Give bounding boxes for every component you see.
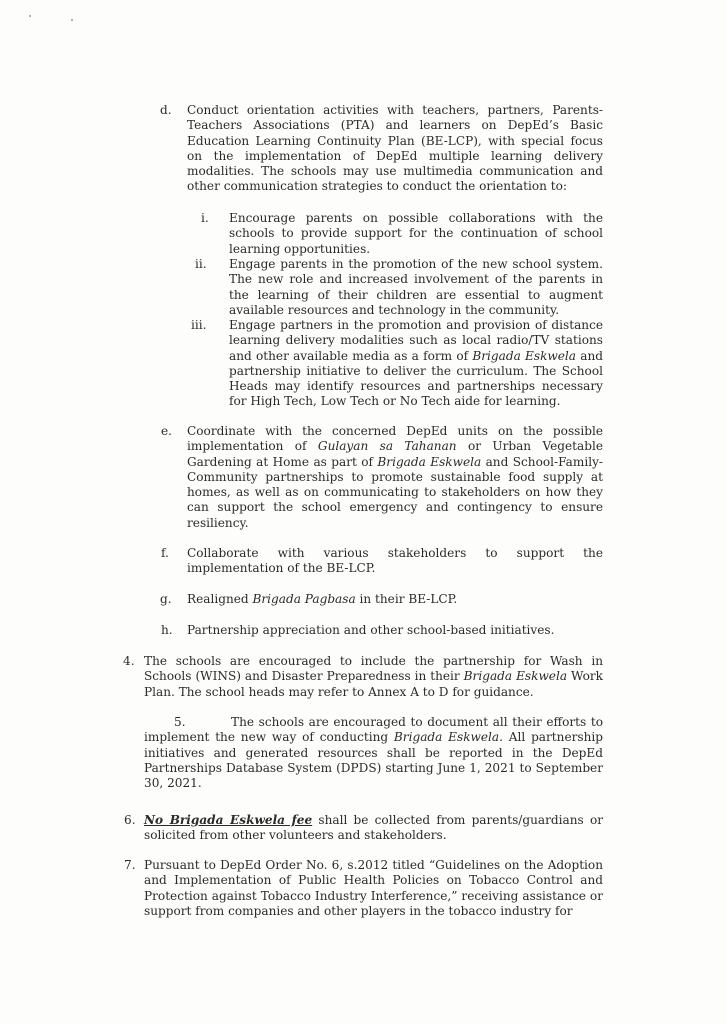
no-brigada-eskwela-fee: No Brigada Eskwela fee (144, 813, 313, 827)
section-7-label: 7. (124, 858, 136, 872)
item-e-text-a: Coordinate with the concerned DepEd units on the possible implementation of (187, 424, 603, 454)
item-d-text: Conduct orientation activities with teachers, partners, Parents-Teachers Associations (PTA) and learners on DepEd’s Basic Education Learning Continuity Plan (BE-LCP), with special focus on the implementation of DepEd multiple learning delivery modalities. The schools may use multimedia communication and other communication strategies to conduct the orientation to: (187, 103, 603, 194)
section-7-text: Pursuant to DepEd Order No. 6, s.2012 titled “Guidelines on the Adoption and Implementation of Public Health Policies on Tobacco Control and Protection against Tobacco Industry Interference,” receiving assistance or support from companies and other players in the tobacco industry for (144, 858, 603, 918)
item-e-text-b: or Urban Vegetable Gardening at Home as part of (187, 439, 603, 469)
item-g-brigada-pagbasa: Brigada Pagbasa (252, 592, 356, 606)
section-5-text (144, 715, 603, 791)
item-g-label: g. (160, 592, 172, 606)
subitem-ii-text: Engage parents in the promotion of the new school system. The new role and increased involvement of the parents in the learning of their children are essential to augment available resources and technology in the community. (229, 257, 603, 317)
section-4-label: 4. (123, 654, 135, 668)
section-4-text-b: Work Plan. The school heads may refer to Annex A to D for guidance. (144, 669, 603, 699)
subitem-iii-text-a: Engage partners in the promotion and provision of distance learning delivery modalities such as local radio/TV stations and other available media as a form of (229, 318, 603, 363)
section-4-text (144, 654, 603, 700)
item-h-text: Partnership appreciation and other school-based initiatives. (187, 623, 555, 637)
item-e-text (187, 424, 603, 531)
scan-speck (29, 15, 31, 17)
item-g-text (187, 592, 603, 607)
subitem-iii-brigada-eskwela: Brigada Eskwela (472, 348, 577, 363)
subitem-ii-label: ii. (195, 257, 207, 271)
subitem-i-label: i. (201, 211, 209, 225)
item-e-text-c: and School-Family-Community partnerships to promote sustainable food supply at homes, as well as on communicating to stakeholders on how they can support the school emergency and contingency to ensure resiliency. (187, 454, 604, 530)
subitem-iii-label: iii. (191, 318, 207, 332)
item-e-label: e. (161, 424, 173, 438)
item-h-label: h. (161, 623, 173, 637)
subitem-iii-text-b: and partnership initiative to deliver the curriculum. The School Heads may identify resources and partnerships necessary for High Tech, Low Tech or No Tech aide for learning. (229, 348, 604, 409)
section-6-label: 6. (124, 813, 136, 827)
section-4-text-a: The schools are encouraged to include the partnership for Wash in Schools (WINS) and Disaster Preparedness in their (144, 654, 603, 684)
subitem-iii-text (229, 318, 603, 410)
section-5-label: 5. (174, 715, 186, 729)
item-e-brigada-eskwela: Brigada Eskwela (377, 454, 482, 469)
section-6-text-b: shall be collected from parents/guardians or solicited from other volunteers and stakeholders. (144, 813, 603, 843)
section-6-text (144, 813, 603, 844)
section-4-brigada-eskwela: Brigada Eskwela (463, 669, 568, 684)
section-5-text-a: The schools are encouraged to document all their efforts to implement the new way of conducting (144, 715, 603, 745)
scan-speck (71, 19, 73, 21)
subitem-i-text: Encourage parents on possible collaborations with the schools to provide support for the continuation of school learning opportunities. (229, 211, 603, 256)
item-e-gulayan: Gulayan sa Tahanan (317, 439, 457, 454)
item-f-label: f. (161, 546, 169, 560)
item-d-label: d. (160, 103, 172, 117)
item-g-text-a: Realigned (187, 592, 253, 606)
section-5-text-b: . All partnership initiatives and generated resources shall be reported in the DepEd Partnerships Database System (DPDS) starting June 1, 2021 to September 30, 2021. (144, 730, 603, 791)
item-g-text-b: in their BE-LCP. (355, 592, 458, 606)
section-5-brigada-eskwela: Brigada Eskwela (393, 730, 500, 745)
item-f-text: Collaborate with various stakeholders to support the implementation of the BE-LCP. (187, 546, 603, 576)
